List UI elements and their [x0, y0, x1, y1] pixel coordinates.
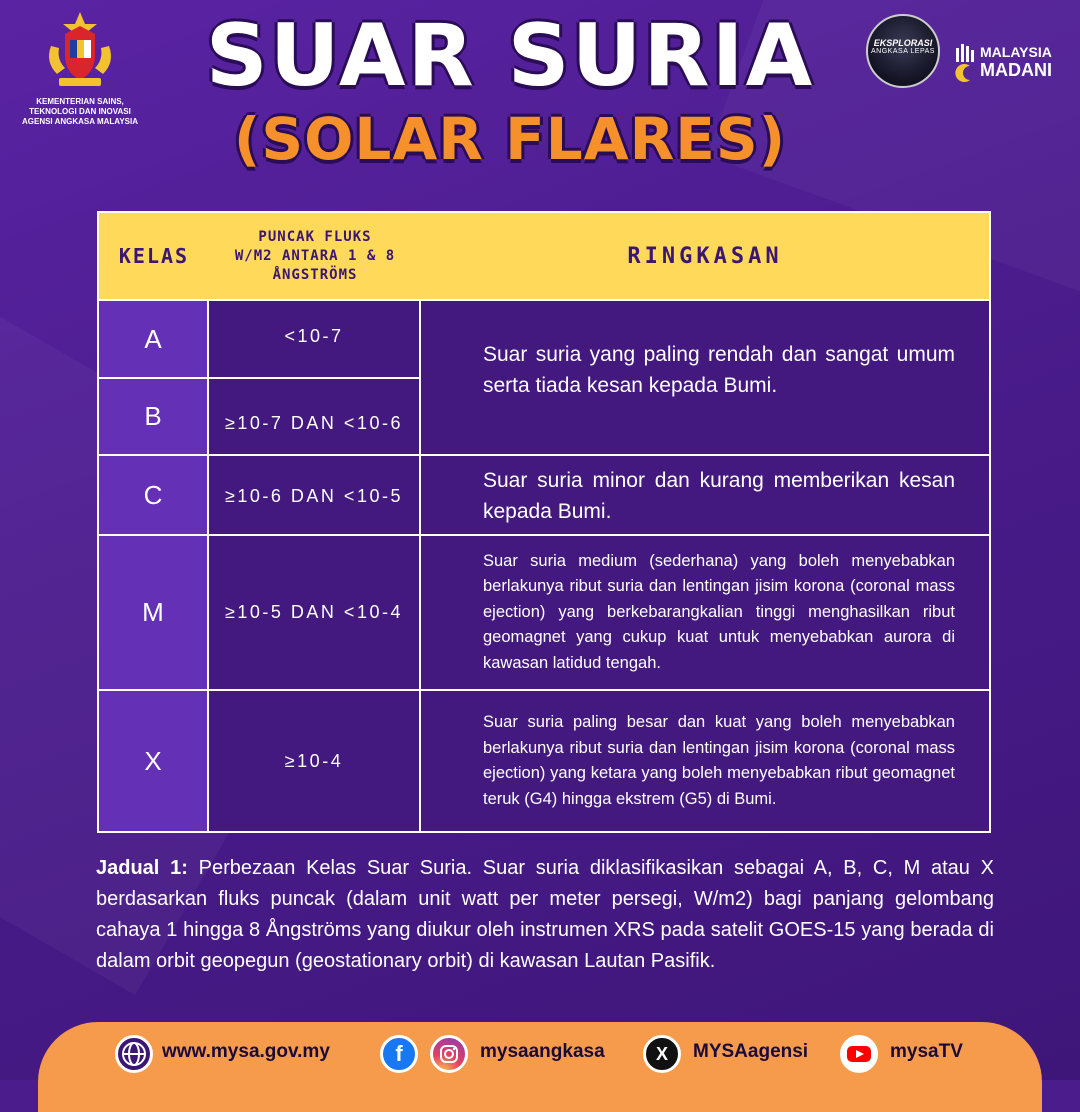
- eksplorasi-badge: [866, 14, 940, 88]
- class-cell-c: C: [99, 456, 207, 534]
- header-flux-line-1: PUNCAK FLUKS: [258, 228, 372, 245]
- grid-line: [99, 299, 989, 301]
- class-cell-a: A: [99, 301, 207, 377]
- ministry-line-1: KEMENTERIAN SAINS,: [36, 97, 124, 106]
- globe-icon[interactable]: [115, 1035, 153, 1073]
- summary-c: Suar suria minor dan kurang memberikan kesan kepada Bumi.: [483, 469, 955, 523]
- title-block: [150, 6, 870, 172]
- footer-bar: [38, 1022, 1042, 1112]
- page-subtitle: (SOLAR FLARES): [233, 105, 787, 173]
- table-caption: [96, 853, 994, 977]
- summary-x: Suar suria paling besar dan kuat yang boleh menyebabkan berlakunya ribut suria dan lentingan jisim korona (coronal mass ejection) yang ketara yang boleh menyebabkan ribut geomagnet teruk (G4) hingga ekstrem (G5) di Bumi.: [483, 713, 955, 808]
- grid-line: [99, 377, 419, 379]
- flux-cell-a: <10-7: [284, 325, 344, 346]
- youtube-handle[interactable]: mysaTV: [890, 1041, 963, 1062]
- summary-ab: Suar suria yang paling rendah dan sangat umum serta tiada kesan kepada Bumi.: [483, 342, 955, 397]
- class-cell-x: X: [99, 691, 207, 831]
- flux-cell-b: ≥10-7 DAN <10-6: [225, 412, 403, 433]
- ministry-line-3: AGENSI ANGKASA MALAYSIA: [21, 117, 138, 126]
- badge-line-2: ANGKASA LEPAS: [871, 48, 935, 55]
- grid-line: [419, 299, 421, 831]
- flare-class-table: [97, 211, 991, 833]
- x-handle[interactable]: MYSAagensi: [693, 1041, 809, 1062]
- instagram-facebook-handle[interactable]: mysaangkasa: [480, 1041, 605, 1062]
- ministry-line-2: TEKNOLOGI DAN INOVASI: [29, 107, 131, 116]
- page-title: SUAR SURIA: [205, 6, 815, 106]
- grid-line: [99, 534, 989, 536]
- header-flux: [209, 213, 421, 299]
- madani-line-2: MADANI: [980, 60, 1052, 80]
- flux-cell-x: ≥10-4: [284, 750, 344, 771]
- class-cell-m: M: [99, 536, 207, 689]
- facebook-icon[interactable]: f: [380, 1035, 418, 1073]
- caption-label: Jadual 1:: [96, 857, 188, 879]
- header-flux-line-2: W/M2 ANTARA 1 & 8: [234, 247, 396, 264]
- class-cell-b: B: [99, 379, 207, 454]
- flux-cell-c: ≥10-6 DAN <10-5: [225, 485, 403, 506]
- instagram-icon[interactable]: [430, 1035, 468, 1073]
- summary-m: Suar suria medium (sederhana) yang boleh menyebabkan berlakunya ribut suria dan lentingan jisim korona (coronal mass ejection) yang berkebarangkalian tinggi menghasilkan ribut geomagnet yang cukup kuat untuk menyebabkan aurora di kawasan latidud tengah.: [483, 551, 955, 672]
- badge-line-1: EKSPLORASI: [873, 38, 933, 48]
- ministry-logo: [20, 10, 140, 127]
- header-flux-line-3: ÅNGSTRÖMS: [272, 266, 358, 283]
- flux-cell-m: ≥10-5 DAN <10-4: [225, 602, 403, 622]
- header-summary: RINGKASAN: [421, 213, 989, 299]
- youtube-icon[interactable]: [840, 1035, 878, 1073]
- grid-line: [99, 454, 989, 456]
- madani-mark-icon: [954, 44, 976, 82]
- x-icon[interactable]: X: [643, 1035, 681, 1073]
- coat-of-arms-icon: [43, 10, 117, 90]
- grid-line: [99, 689, 989, 691]
- malaysia-madani-logo: [950, 42, 1070, 84]
- header-kelas: KELAS: [99, 213, 209, 299]
- website-link[interactable]: www.mysa.gov.my: [162, 1041, 330, 1062]
- caption-text: Perbezaan Kelas Suar Suria. Suar suria diklasifikasikan sebagai A, B, C, M atau X berdasarkan fluks puncak (dalam unit watt per meter persegi, W/m2) bagi panjang gelombang cahaya 1 hingga 8 Ångströms yang diukur oleh instrumen XRS pada satelit GOES-15 yang berada di dalam orbit geopegun (geostationary orbit) di kawasan Lautan Pasifik.: [96, 857, 994, 972]
- madani-line-1: MALAYSIA: [980, 44, 1052, 60]
- grid-line: [207, 299, 209, 831]
